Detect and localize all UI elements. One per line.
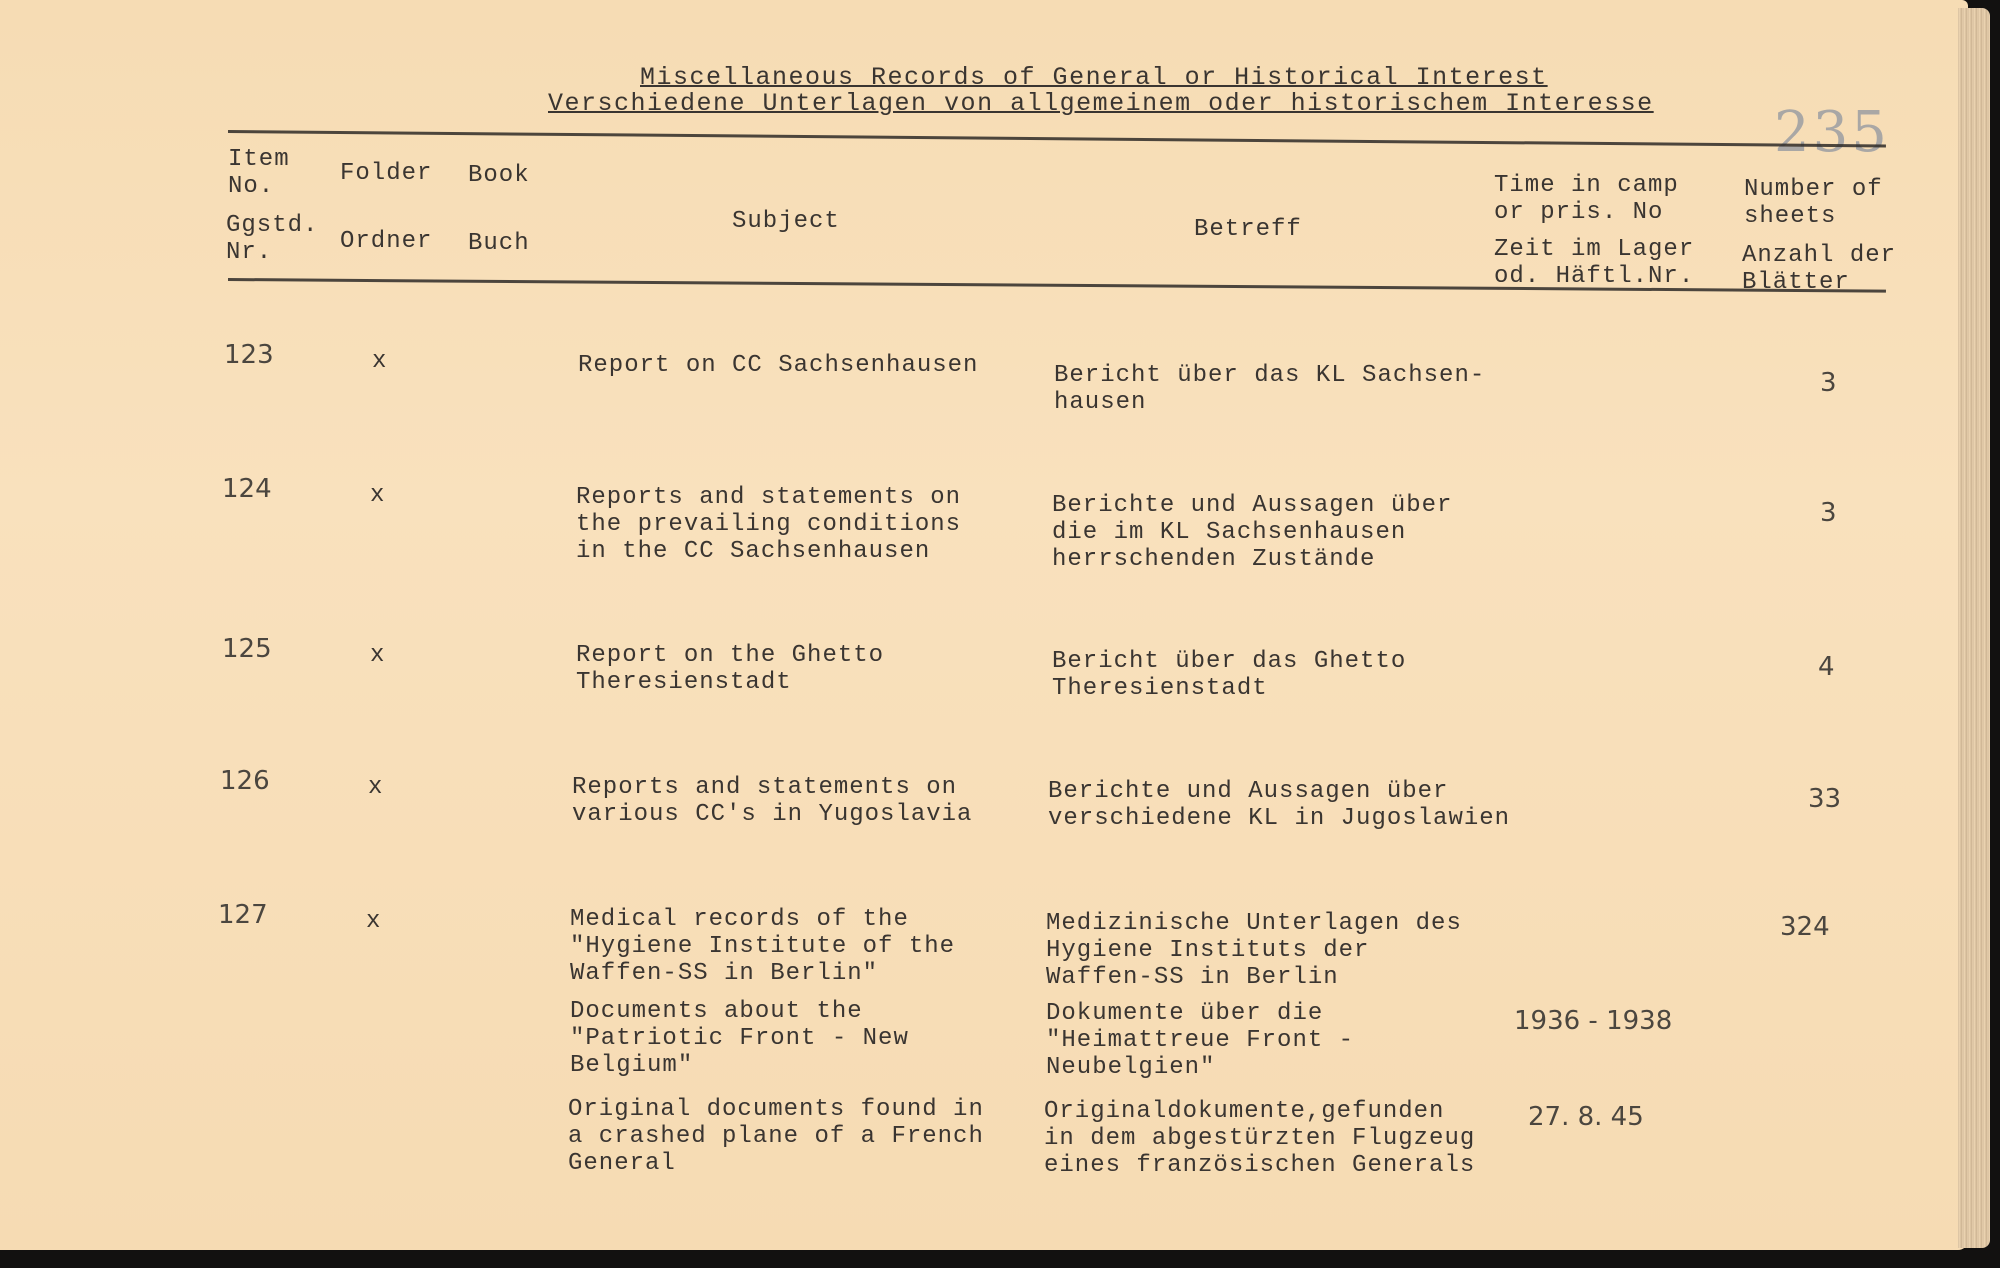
row-sheets: 4 <box>1818 652 1835 682</box>
row-subject: Reports and statements on the prevailing conditions in the CC Sachsenhausen <box>576 484 962 565</box>
subentry-subject: Documents about the "Patriotic Front - New Belgium" <box>570 998 909 1079</box>
col-book-en: Book <box>468 162 530 189</box>
row-subject: Report on the Ghetto Theresienstadt <box>576 642 885 696</box>
row-sheets: 324 <box>1780 912 1830 942</box>
row-betreff: Berichte und Aussagen über die im KL Sachsenhausen herrschenden Zustände <box>1052 492 1453 573</box>
subentry-betreff: Originaldokumente,gefunden in dem abgestürzten Flugzeug eines französischen Generals <box>1044 1098 1476 1179</box>
row-folder-mark: x <box>368 774 384 801</box>
col-time-en: Time in camp or pris. No <box>1494 172 1679 226</box>
col-sheets-de: Anzahl der Blätter <box>1742 242 1897 296</box>
row-folder-mark: x <box>370 482 386 509</box>
row-item-number: 126 <box>220 766 270 796</box>
col-sheets-en: Number of sheets <box>1744 176 1883 230</box>
col-folder-de: Ordner <box>340 228 433 255</box>
title-english: Miscellaneous Records of General or Historical Interest <box>640 63 1548 92</box>
page-stack-edge <box>1958 8 1990 1248</box>
row-sheets: 3 <box>1820 368 1837 398</box>
subentry-betreff: Dokumente über die "Heimattreue Front - Neubelgien" <box>1046 1000 1355 1081</box>
row-sheets: 3 <box>1820 498 1837 528</box>
col-betreff: Betreff <box>1194 216 1302 243</box>
col-subject: Subject <box>732 208 840 235</box>
title-german: Verschiedene Unterlagen von allgemeinem oder historischem Interesse <box>548 89 1654 118</box>
subentry-subject: Original documents found in a crashed plane of a French General <box>568 1096 984 1177</box>
row-betreff: Medizinische Unterlagen des Hygiene Instituts der Waffen-SS in Berlin <box>1046 910 1462 991</box>
col-item-en: Item No. <box>228 146 290 200</box>
row-betreff: Bericht über das KL Sachsen- hausen <box>1054 362 1486 416</box>
row-item-number: 124 <box>222 474 272 504</box>
col-item-de: Ggstd. Nr. <box>226 212 319 266</box>
row-folder-mark: x <box>366 908 382 935</box>
page-number: 235 <box>1774 100 1890 165</box>
col-folder-en: Folder <box>340 160 433 187</box>
row-subject: Report on CC Sachsenhausen <box>578 352 979 379</box>
row-subject: Reports and statements on various CC's in Yugoslavia <box>572 774 973 828</box>
subentry-time: 27. 8. 45 <box>1528 1102 1644 1132</box>
row-betreff: Bericht über das Ghetto Theresienstadt <box>1052 648 1407 702</box>
row-item-number: 125 <box>222 634 272 664</box>
row-item-number: 127 <box>218 900 268 930</box>
row-folder-mark: x <box>370 642 386 669</box>
col-book-de: Buch <box>468 230 530 257</box>
row-subject: Medical records of the "Hygiene Institute of the Waffen-SS in Berlin" <box>570 906 956 987</box>
row-folder-mark: x <box>372 348 388 375</box>
row-item-number: 123 <box>224 340 274 370</box>
row-sheets: 33 <box>1808 784 1842 814</box>
col-time-de: Zeit im Lager od. Häftl.Nr. <box>1494 236 1695 290</box>
row-betreff: Berichte und Aussagen über verschiedene KL in Jugoslawien <box>1048 778 1511 832</box>
subentry-time: 1936 - 1938 <box>1514 1006 1673 1036</box>
